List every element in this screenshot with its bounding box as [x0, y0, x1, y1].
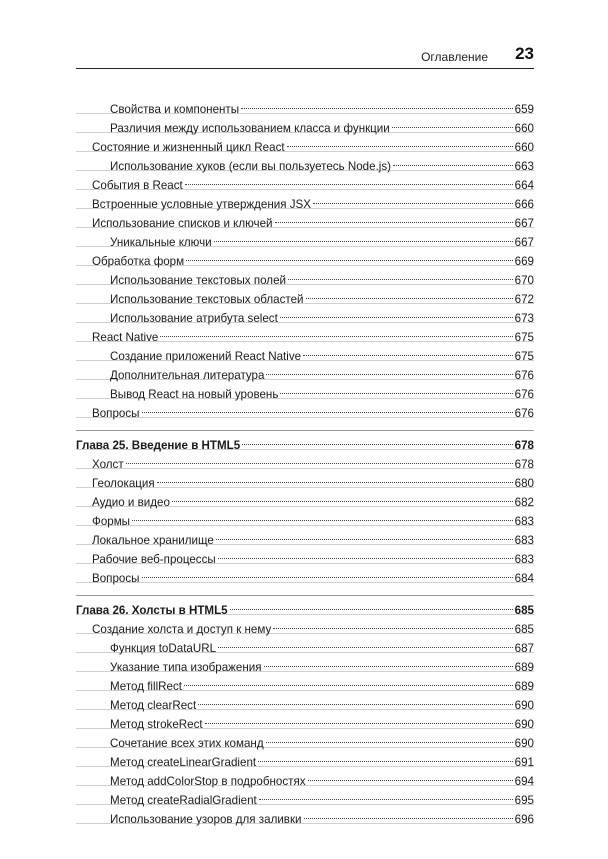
page-number: 687 [514, 642, 534, 655]
dot-leader [241, 95, 513, 113]
entry-title: Геолокация [92, 477, 155, 490]
page-number: 667 [514, 217, 534, 230]
page-number: 676 [514, 369, 534, 382]
entry-title: Холст [92, 458, 124, 471]
page-number: 666 [514, 198, 534, 211]
dot-leader [172, 488, 513, 506]
page-number: 672 [514, 293, 534, 306]
page-number: 689 [514, 680, 534, 693]
entry-title: Локальное хранилище [92, 534, 214, 547]
entry-title: Использование текстовых полей [110, 274, 286, 287]
entry-title: Аудио и видео [92, 496, 170, 509]
entry-title: Использование хуков (если вы пользуетесь Node.js) [110, 160, 392, 173]
entry-title: Формы [92, 515, 131, 528]
dot-leader [393, 152, 513, 170]
entry-title: Метод clearRect [110, 699, 197, 712]
dot-leader [126, 450, 513, 468]
entry-title: Метод fillRect [110, 680, 182, 693]
dot-leader [259, 786, 513, 804]
page-number: 669 [514, 255, 534, 268]
dot-leader [214, 228, 513, 246]
page-number: 676 [514, 388, 534, 401]
entry-title: Метод addColorStop в подробностях [110, 775, 306, 788]
dot-leader [218, 545, 513, 563]
page-number: 664 [514, 179, 534, 192]
page-number: 685 [514, 604, 534, 617]
header-page-number: 23 [515, 44, 534, 63]
dot-leader [184, 672, 513, 690]
dot-leader [258, 748, 513, 766]
chapter-title: Глава 26. Холсты в HTML5 [76, 604, 228, 617]
page-number: 678 [514, 439, 534, 452]
page-number: 663 [514, 160, 534, 173]
dot-leader [216, 526, 513, 544]
dot-leader [288, 266, 513, 284]
page-number: 690 [514, 699, 534, 712]
dot-leader [280, 304, 513, 322]
entry-title: Использование атрибута select [110, 312, 278, 325]
entry-title: Рабочие веб-процессы [92, 553, 216, 566]
toc-entry-row[interactable] [76, 564, 534, 583]
entry-title: Метод strokeRect [110, 718, 203, 731]
entry-title: Различия между использованием класса и функции [110, 122, 390, 135]
page-number: 690 [514, 718, 534, 731]
page-number: 683 [514, 534, 534, 547]
entry-title: Вопросы [92, 407, 140, 420]
dot-leader [304, 805, 513, 823]
page-number: 660 [514, 141, 534, 154]
page-number: 696 [514, 813, 534, 826]
page-number: 695 [514, 794, 534, 807]
dot-leader [142, 564, 513, 582]
toc-entry-row[interactable] [76, 526, 534, 545]
entry-title: Свойства и компоненты [110, 103, 240, 116]
page-number: 678 [514, 458, 534, 471]
dot-leader [308, 767, 513, 785]
toc-entry-row[interactable] [76, 399, 534, 418]
page-number: 659 [514, 103, 534, 116]
page-number: 675 [514, 350, 534, 363]
entry-title: Вывод React на новый уровень [110, 388, 279, 401]
dot-leader [303, 342, 513, 360]
dot-leader [230, 596, 513, 614]
page-number: 690 [514, 737, 534, 750]
dot-leader [198, 691, 512, 709]
entry-title: React Native [92, 331, 159, 344]
entry-title: Использование узоров для заливки [110, 813, 302, 826]
dot-leader [266, 729, 513, 747]
entry-title: Метод createLinearGradient [110, 756, 257, 769]
table-of-contents [76, 95, 534, 824]
page-number: 683 [514, 515, 534, 528]
page-number: 676 [514, 407, 534, 420]
dot-leader [287, 133, 513, 151]
page-number: 667 [514, 236, 534, 249]
entry-title: Создание приложений React Native [110, 350, 302, 363]
dot-leader [142, 399, 513, 417]
dot-leader [392, 114, 513, 132]
dot-leader [313, 190, 513, 208]
entry-title: Дополнительная литература [110, 369, 265, 382]
dot-leader [185, 171, 513, 189]
page-number: 685 [514, 623, 534, 636]
dot-leader [242, 431, 512, 449]
entry-title: Создание холста и доступ к нему [92, 623, 272, 636]
toc-chapter-row[interactable] [76, 430, 534, 450]
dot-leader [205, 710, 513, 728]
dot-leader [218, 634, 513, 652]
dot-leader [280, 380, 512, 398]
page-number: 675 [514, 331, 534, 344]
entry-title: Уникальные ключи [110, 236, 212, 249]
entry-title: Встроенные условные утверждения JSX [92, 198, 312, 211]
dot-leader [264, 653, 513, 671]
dot-leader [306, 285, 513, 303]
toc-entry-row[interactable] [76, 507, 534, 526]
page-number: 673 [514, 312, 534, 325]
page-number: 660 [514, 122, 534, 135]
toc-entry-row[interactable] [76, 469, 534, 488]
header-title: Оглавление [421, 50, 488, 64]
entry-title: События в React [92, 179, 183, 192]
dot-leader [275, 209, 513, 227]
entry-title: Обработка форм [92, 255, 185, 268]
dot-leader [266, 361, 512, 379]
entry-title: Вопросы [92, 572, 140, 585]
dot-leader [157, 469, 513, 487]
entry-title: Указание типа изображения [110, 661, 262, 674]
chapter-title: Глава 25. Введение в HTML5 [76, 439, 241, 452]
page-number: 680 [514, 477, 534, 490]
page-number: 670 [514, 274, 534, 287]
entry-title: Использование списков и ключей [92, 217, 273, 230]
page-number: 694 [514, 775, 534, 788]
toc-entry-row[interactable] [76, 450, 534, 469]
page-number: 682 [514, 496, 534, 509]
page-number: 689 [514, 661, 534, 674]
dot-leader [132, 507, 513, 525]
entry-title: Метод createRadialGradient [110, 794, 257, 807]
entry-title: Состояние и жизненный цикл React [92, 141, 285, 154]
entry-title: Функция toDataURL [110, 642, 217, 655]
page-header [76, 40, 534, 69]
entry-title: Использование текстовых областей [110, 293, 304, 306]
toc-entry-row[interactable] [76, 95, 534, 114]
dot-leader [186, 247, 513, 265]
dot-leader [273, 615, 512, 633]
toc-chapter-row[interactable] [76, 595, 534, 615]
dot-leader [160, 323, 512, 341]
entry-title: Сочетание всех этих команд [110, 737, 264, 750]
page-number: 683 [514, 553, 534, 566]
page-number: 684 [514, 572, 534, 585]
page-number: 691 [514, 756, 534, 769]
